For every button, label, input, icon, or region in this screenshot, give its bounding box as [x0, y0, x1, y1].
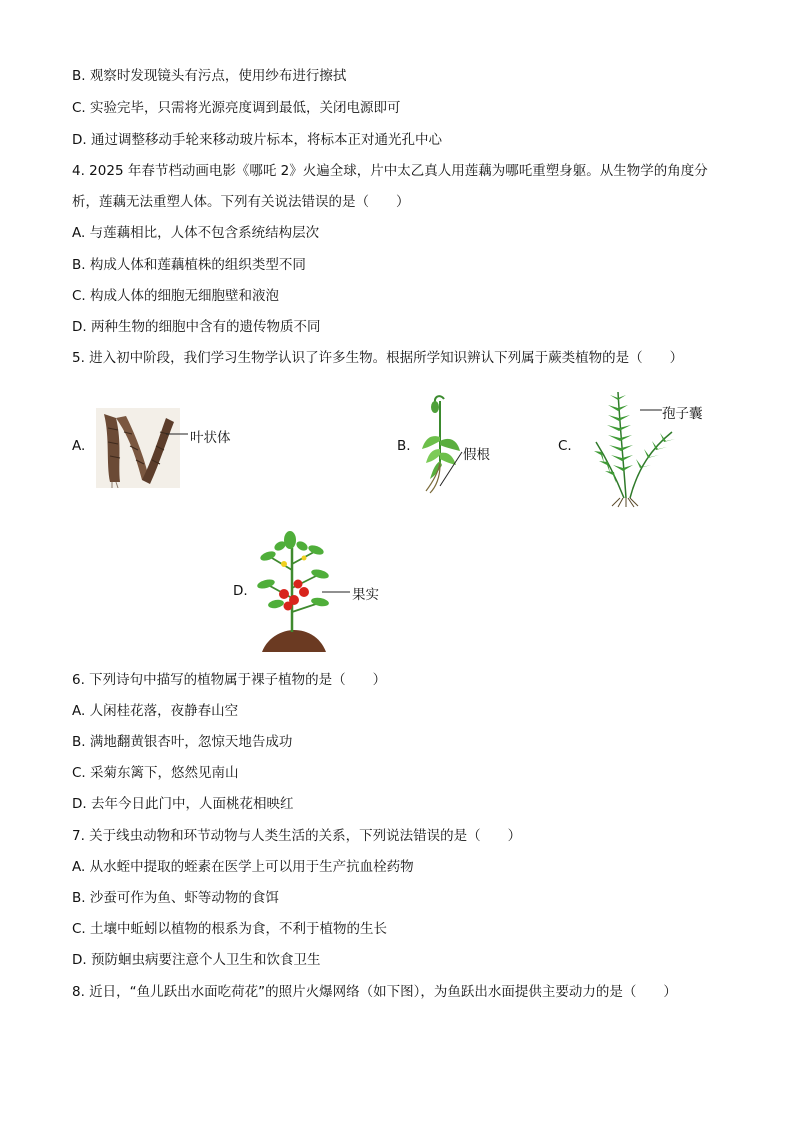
label-thallus: 叶状体 [190, 430, 231, 446]
q6-stem: 6. 下列诗句中描写的植物属于裸子植物的是（ ） [72, 672, 387, 688]
leader-line-rhizoid [438, 450, 466, 490]
figure-a-letter: A. [72, 438, 86, 454]
q3-option-c: C. 实验完毕，只需将光源亮度调到最低，关闭电源即可 [72, 100, 401, 116]
q7-option-c: C. 土壤中蚯蚓以植物的根系为食，不利于植物的生长 [72, 921, 388, 937]
q7-stem: 7. 关于线虫动物和环节动物与人类生活的关系，下列说法错误的是（ ） [72, 828, 522, 844]
q4-option-a: A. 与莲藕相比，人体不包含系统结构层次 [72, 225, 320, 241]
q7-option-a: A. 从水蛭中提取的蛭素在医学上可以用于生产抗血栓药物 [72, 859, 414, 875]
figure-c-letter: C. [558, 438, 572, 454]
q6-option-d: D. 去年今日此门中，人面桃花相映红 [72, 796, 294, 812]
q6-option-b: B. 满地翻黄银杏叶，忽惊天地告成功 [72, 734, 293, 750]
q3-option-b: B. 观察时发现镜头有污点，使用纱布进行擦拭 [72, 68, 347, 84]
q3-option-d: D. 通过调整移动手轮来移动玻片标本，将标本正对通光孔中心 [72, 132, 442, 148]
leader-line-fruit [322, 590, 350, 594]
q4-stem-line2: 析，莲藕无法重塑人体。下列有关说法错误的是（ ） [72, 194, 410, 210]
label-fruit: 果实 [352, 587, 379, 603]
seaweed-illustration [96, 408, 180, 488]
q6-option-a: A. 人闲桂花落，夜静春山空 [72, 703, 239, 719]
q4-option-c: C. 构成人体的细胞无细胞壁和液泡 [72, 288, 280, 304]
leader-line-thallus [166, 432, 188, 436]
figure-d-letter: D. [233, 583, 248, 599]
label-rhizoid: 假根 [463, 447, 490, 463]
q4-option-b: B. 构成人体和莲藕植株的组织类型不同 [72, 257, 306, 273]
q7-option-d: D. 预防蛔虫病要注意个人卫生和饮食卫生 [72, 952, 321, 968]
q5-stem: 5. 进入初中阶段，我们学习生物学认识了许多生物。根据所学知识辨认下列属于蕨类植物的是（ ） [72, 350, 684, 366]
q4-option-d: D. 两种生物的细胞中含有的遗传物质不同 [72, 319, 321, 335]
figure-b-letter: B. [397, 438, 411, 454]
leader-line-sporangium [640, 408, 662, 412]
q4-stem-line1: 4. 2025 年春节档动画电影《哪吒 2》火遍全球，片中太乙真人用莲藕为哪吒重塑身躯。从生物学的角度分 [72, 163, 708, 179]
q6-option-c: C. 采菊东篱下，悠然见南山 [72, 765, 239, 781]
tomato-plant-illustration [254, 528, 332, 654]
q7-option-b: B. 沙蚕可作为鱼、虾等动物的食饵 [72, 890, 279, 906]
label-sporangium: 孢子囊 [662, 406, 703, 422]
q8-stem: 8. 近日，“鱼儿跃出水面吃荷花”的照片火爆网络（如下图），为鱼跃出水面提供主要动力的是（ ） [72, 984, 677, 1000]
